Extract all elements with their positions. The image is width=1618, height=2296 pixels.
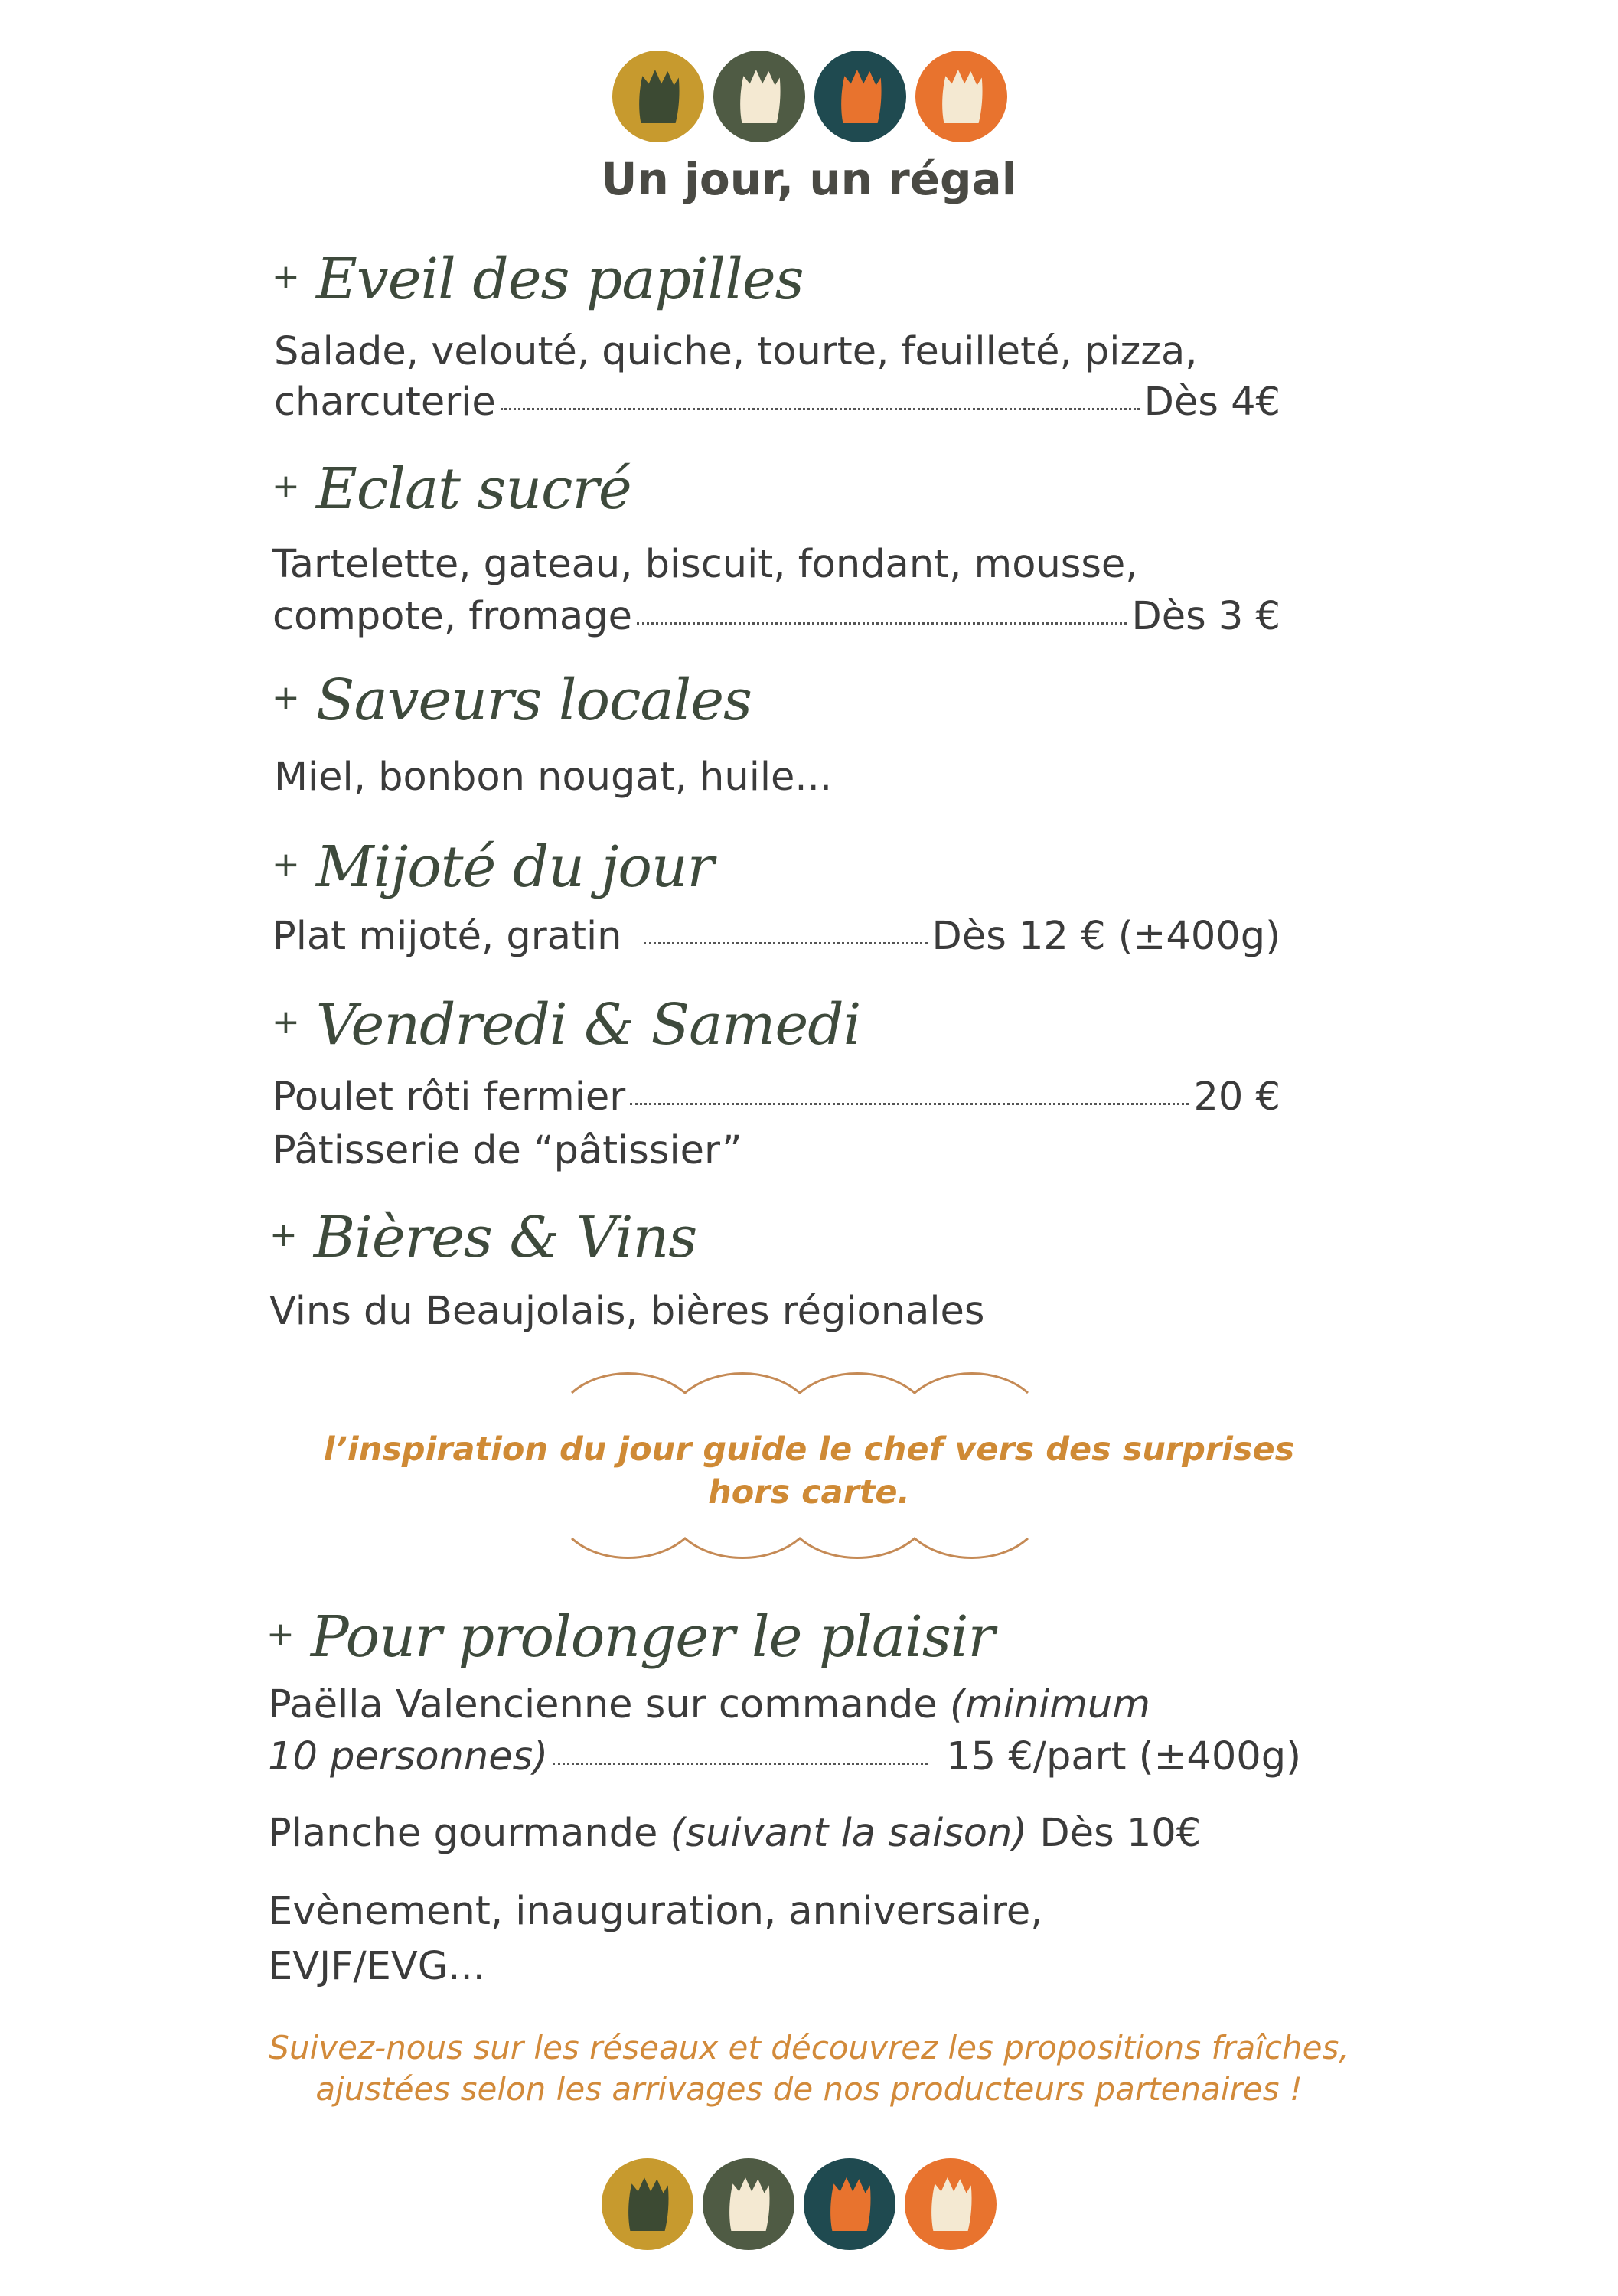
section-heading-prolonger bbox=[266, 1604, 994, 1670]
section-heading-eveil bbox=[272, 246, 804, 312]
menu-line: Evènement, inauguration, anniversaire, bbox=[268, 1889, 1043, 1934]
menu-line: Salade, velouté, quiche, tourte, feuilleté, pizza, bbox=[274, 329, 1198, 374]
menu-line: EVJF/EVG... bbox=[268, 1944, 485, 1989]
wave-divider-bottom bbox=[570, 1523, 1029, 1561]
plus-icon: + bbox=[272, 1003, 299, 1042]
leaf-icon bbox=[905, 2158, 997, 2250]
menu-row-price bbox=[272, 1075, 1280, 1120]
menu-line: Pâtisserie de “pâtissier” bbox=[272, 1128, 742, 1173]
footer-line-1: Suivez-nous sur les réseaux et découvrez les propositions fraîches, bbox=[269, 2029, 1349, 2066]
paella-note: (minimum bbox=[950, 1682, 1150, 1727]
menu-line bbox=[268, 1682, 1150, 1727]
menu-row-price bbox=[268, 1734, 1301, 1779]
footer-line-2: ajustées selon les arrivages de nos producteurs partenaires ! bbox=[315, 2070, 1303, 2108]
section-heading-eclat bbox=[272, 456, 631, 522]
price-text: Dès 12 € (±400g) bbox=[931, 914, 1280, 959]
heading-text: Mijoté du jour bbox=[315, 834, 713, 900]
heading-text: Pour prolonger le plaisir bbox=[310, 1604, 994, 1670]
planche-text: Planche gourmande bbox=[268, 1811, 658, 1856]
menu-line: Miel, bonbon nougat, huile... bbox=[274, 755, 833, 800]
price-text: Dès 3 € bbox=[1131, 594, 1280, 639]
item-text: charcuterie bbox=[274, 380, 496, 425]
plus-icon: + bbox=[272, 467, 299, 506]
inspiration-line-1: l’inspiration du jour guide le chef vers des surprises bbox=[323, 1430, 1295, 1469]
dot-leader bbox=[501, 408, 1140, 410]
plus-icon: + bbox=[272, 678, 299, 717]
price-text: Dès 10€ bbox=[1039, 1811, 1202, 1856]
heading-text: Saveurs locales bbox=[315, 667, 752, 733]
section-heading-bieres bbox=[269, 1205, 696, 1270]
section-heading-vendredi bbox=[272, 992, 860, 1058]
paella-note-cont: 10 personnes) bbox=[268, 1734, 549, 1779]
bottom-icons-row bbox=[602, 2158, 997, 2250]
leaf-icon bbox=[602, 2158, 693, 2250]
plus-icon: + bbox=[266, 1615, 294, 1654]
price-text: Dès 4€ bbox=[1143, 380, 1280, 425]
item-text: Plat mijoté, gratin bbox=[272, 914, 622, 959]
menu-line: Vins du Beaujolais, bières régionales bbox=[269, 1289, 985, 1334]
dot-leader bbox=[644, 942, 928, 944]
price-text: 15 €/part (±400g) bbox=[946, 1734, 1301, 1779]
menu-row-price bbox=[272, 914, 1280, 959]
plus-icon: + bbox=[272, 257, 299, 296]
plus-icon: + bbox=[272, 845, 299, 884]
page-title: Un jour, un régal bbox=[601, 153, 1017, 205]
price-text: 20 € bbox=[1193, 1075, 1280, 1120]
menu-row-price bbox=[274, 380, 1280, 425]
heading-text: Eclat sucré bbox=[315, 456, 631, 522]
dot-leader bbox=[630, 1103, 1189, 1105]
menu-line: Tartelette, gateau, biscuit, fondant, mousse, bbox=[272, 542, 1138, 587]
menu-row-price bbox=[272, 594, 1280, 639]
plus-icon: + bbox=[269, 1215, 297, 1254]
heading-text: Vendredi & Samedi bbox=[315, 992, 861, 1058]
leaf-icon bbox=[713, 51, 805, 142]
inspiration-line-2: hors carte. bbox=[708, 1473, 910, 1512]
heading-text: Bières & Vins bbox=[313, 1205, 697, 1270]
dot-leader bbox=[553, 1763, 928, 1765]
paella-text: Paëlla Valencienne sur commande bbox=[268, 1682, 938, 1727]
dot-leader bbox=[637, 622, 1127, 625]
item-text: compote, fromage bbox=[272, 594, 632, 639]
leaf-icon bbox=[703, 2158, 794, 2250]
leaf-icon bbox=[915, 51, 1007, 142]
section-heading-mijote bbox=[272, 834, 713, 900]
wave-divider-top bbox=[570, 1370, 1029, 1408]
leaf-icon bbox=[814, 51, 906, 142]
section-heading-saveurs bbox=[272, 667, 752, 733]
menu-line bbox=[268, 1811, 1201, 1856]
heading-text: Eveil des papilles bbox=[315, 246, 804, 312]
planche-note: (suivant la saison) bbox=[670, 1811, 1028, 1856]
top-icons-row bbox=[612, 51, 1007, 142]
leaf-icon bbox=[612, 51, 704, 142]
item-text: Poulet rôti fermier bbox=[272, 1075, 626, 1120]
leaf-icon bbox=[804, 2158, 895, 2250]
